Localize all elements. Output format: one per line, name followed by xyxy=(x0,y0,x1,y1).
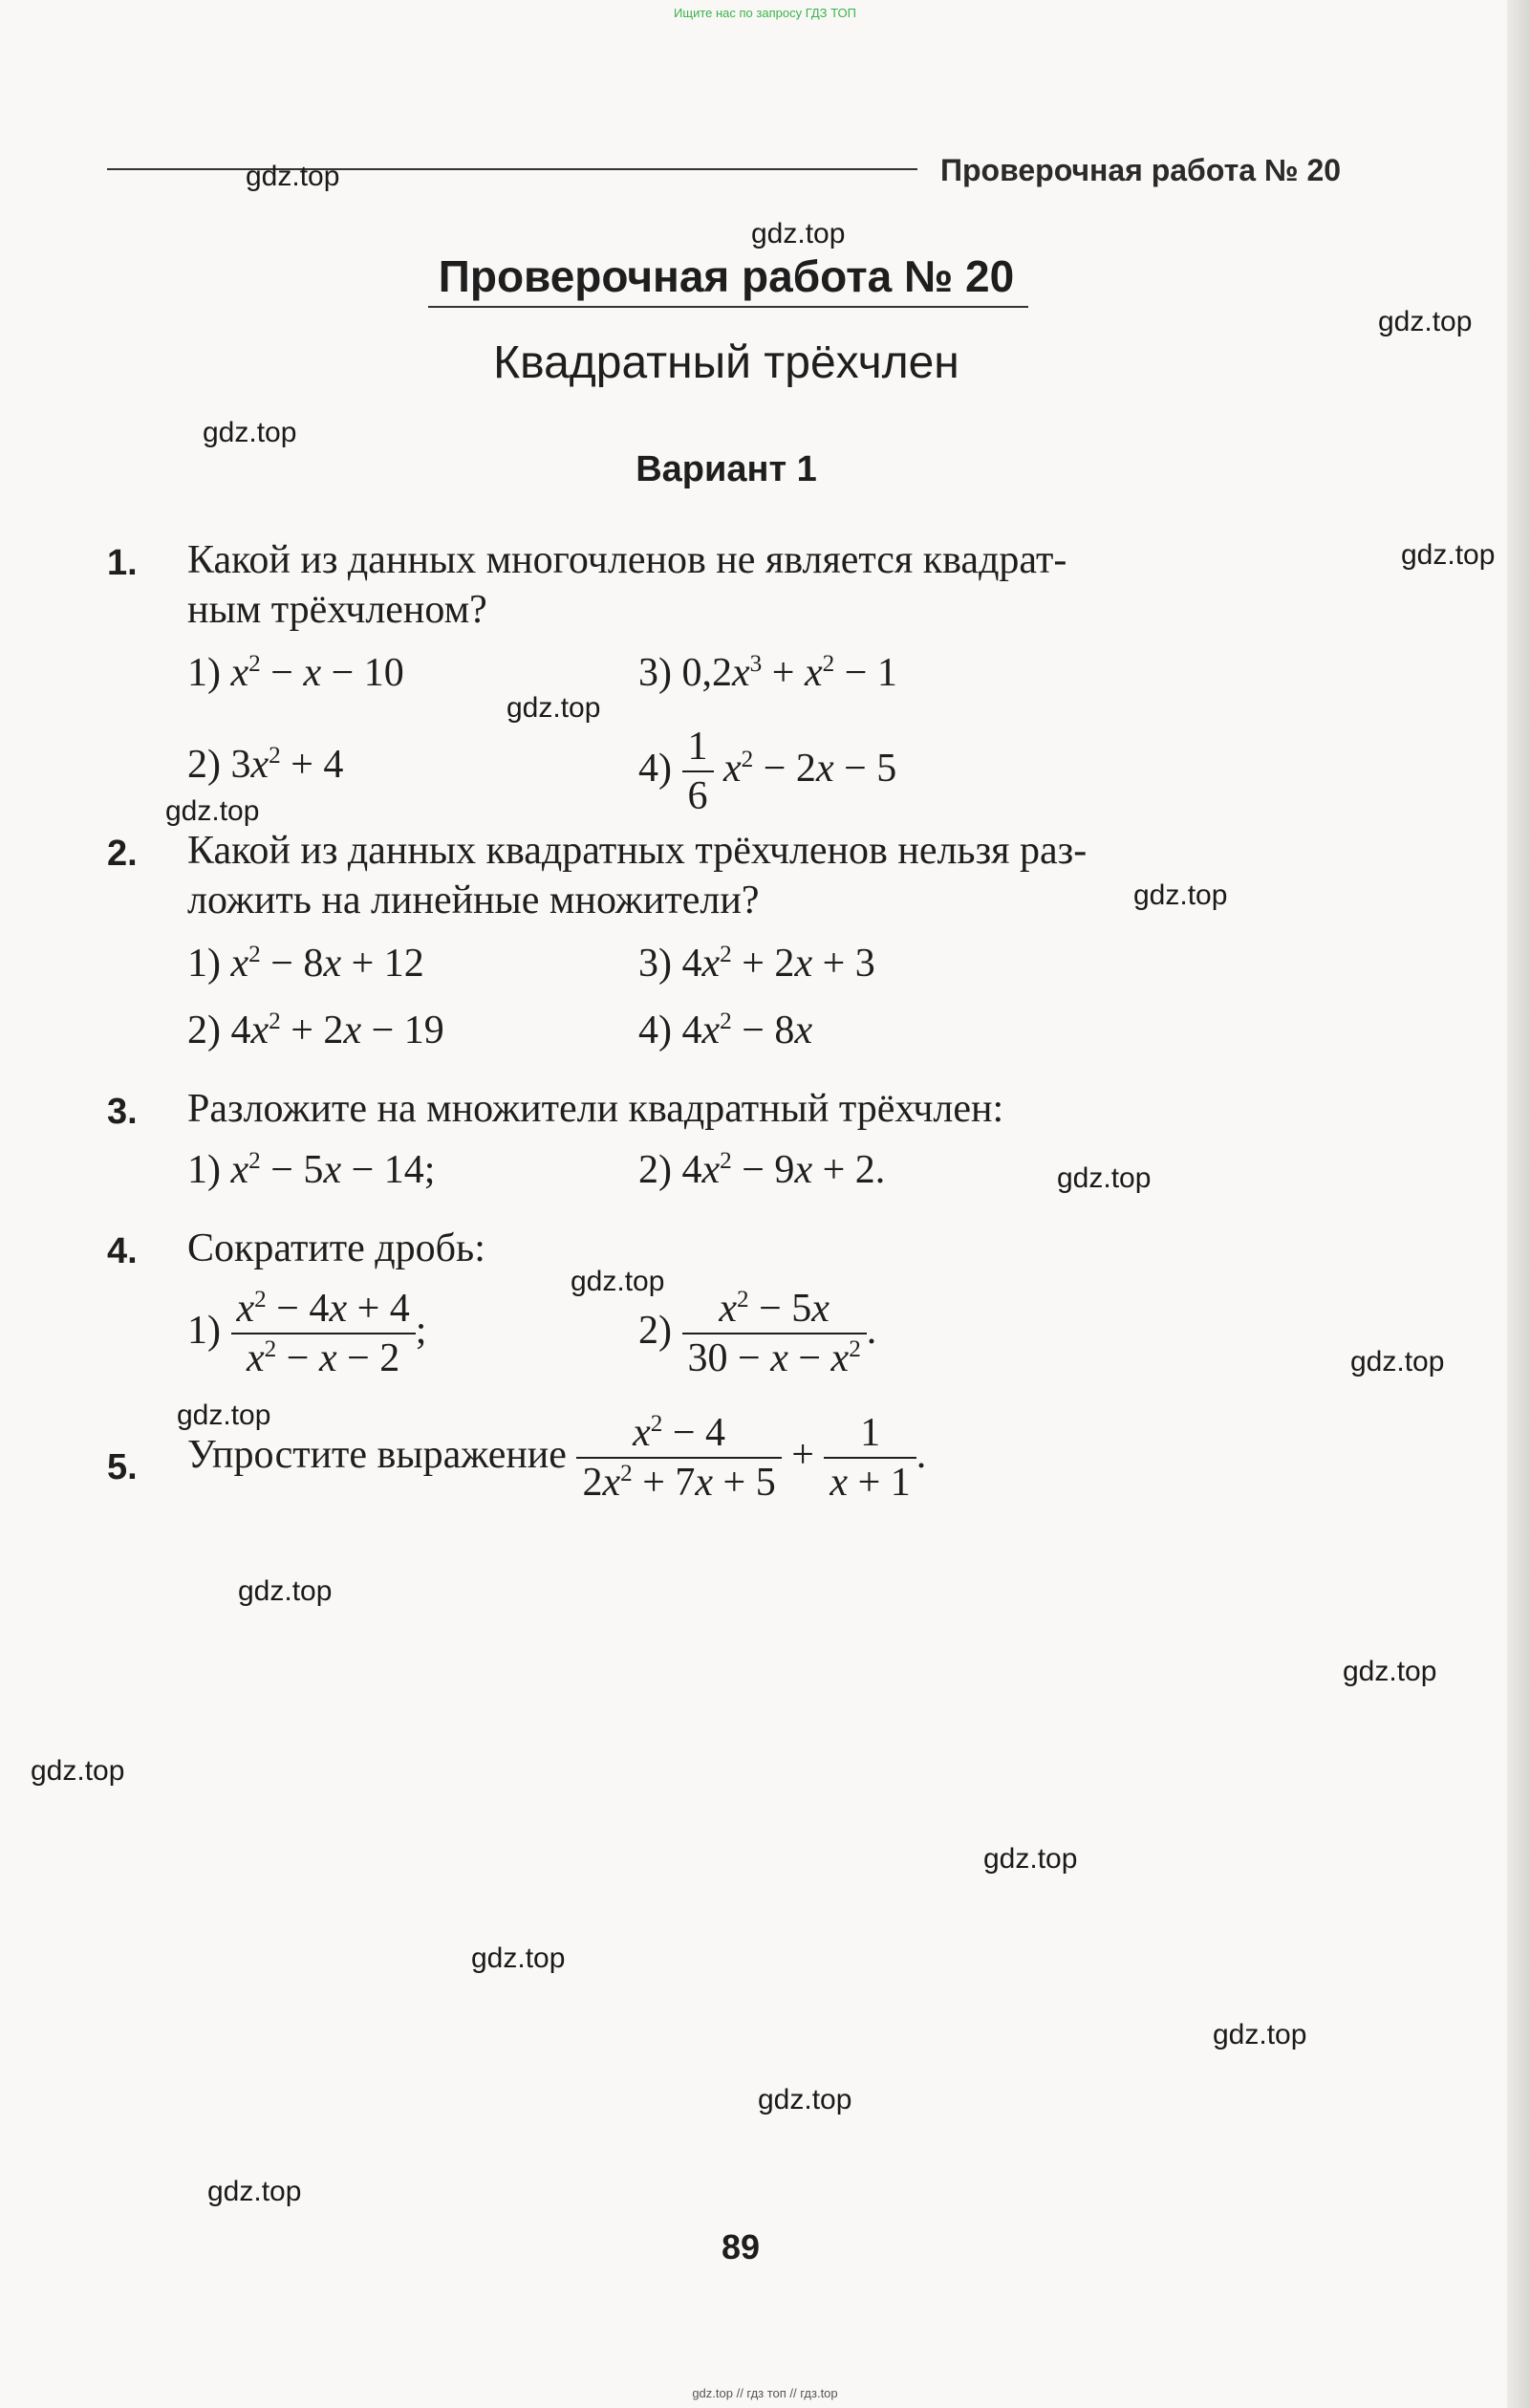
question-1-option-3: 3) $0,2x^3 + x^2 - 1$ xyxy=(638,651,897,695)
question-2-text-line1: Какой из данных квадратных трёхчленов нельзя раз- xyxy=(187,829,1088,873)
worksheet-subtitle: Квадратный трёхчлен xyxy=(493,337,959,388)
question-3-text: Разложите на множители квадратный трёхчлен: xyxy=(187,1087,1004,1131)
watermark: gdz.top xyxy=(1213,2019,1307,2050)
question-4-part-2: 2) $\frac{x^2 - 5x}{30 - x - x^2}$ . xyxy=(638,1287,877,1381)
question-4-number: 4. xyxy=(107,1231,138,1271)
question-2-number: 2. xyxy=(107,834,138,874)
bottom-banner[interactable]: gdz.top // гдз топ // гдз.top xyxy=(692,2386,838,2400)
watermark: gdz.top xyxy=(1378,306,1473,337)
watermark: gdz.top xyxy=(571,1266,665,1297)
question-1-option-4: 4) $\frac{1}{6}$ $x^2 - 2x - 5$ xyxy=(638,725,897,819)
question-1-option-2: 2) $3x^2 + 4$ xyxy=(187,743,344,787)
watermark: gdz.top xyxy=(203,417,297,448)
question-1-text-line2: ным трёхчленом? xyxy=(187,588,487,632)
watermark: gdz.top xyxy=(1401,539,1496,571)
question-2-option-1: 1) $x^2 - 8x + 12$ xyxy=(187,942,424,986)
watermark: gdz.top xyxy=(165,795,260,827)
question-5-number: 5. xyxy=(107,1447,138,1487)
title-underline xyxy=(428,306,1028,308)
question-2-option-2: 2) $4x^2 + 2x - 19$ xyxy=(187,1009,444,1052)
worksheet-title: Проверочная работа № 20 xyxy=(438,251,1015,301)
watermark: gdz.top xyxy=(751,218,846,249)
watermark: gdz.top xyxy=(983,1843,1078,1875)
question-3-number: 3. xyxy=(107,1092,138,1132)
watermark: gdz.top xyxy=(31,1755,125,1787)
question-1-option-1: 1) $x^2 - x - 10$ xyxy=(187,651,404,695)
question-2-text-line2: ложить на линейные множители? xyxy=(187,879,760,922)
running-header: Проверочная работа № 20 xyxy=(940,153,1342,187)
page-number: 89 xyxy=(721,2227,761,2267)
watermark: gdz.top xyxy=(1350,1346,1445,1378)
top-banner[interactable]: Ищите нас по запросу ГДЗ ТОП xyxy=(674,6,856,20)
variant-label: Вариант 1 xyxy=(636,449,817,489)
question-1-text-line1: Какой из данных многочленов не является квадрат- xyxy=(187,538,1067,582)
question-5-expression: Упростите выражение $\frac{x^2 - 4}{2x^2 + 7x + 5}$ + $\frac{1}{x + 1}$ . xyxy=(187,1411,927,1506)
question-1-number: 1. xyxy=(107,543,138,583)
question-3-part-2: 2) $4x^2 - 9x + 2$. xyxy=(638,1148,886,1192)
watermark: gdz.top xyxy=(1057,1162,1152,1194)
header-rule xyxy=(107,168,917,170)
watermark: gdz.top xyxy=(207,2176,302,2207)
question-4-part-1: 1) $\frac{x^2 - 4x + 4}{x^2 - x - 2}$ ; xyxy=(187,1287,427,1381)
watermark: gdz.top xyxy=(471,1942,566,1974)
question-4-text: Сократите дробь: xyxy=(187,1226,485,1270)
watermark: gdz.top xyxy=(758,2084,852,2115)
watermark: gdz.top xyxy=(238,1575,333,1607)
watermark: gdz.top xyxy=(506,692,601,724)
watermark: gdz.top xyxy=(1343,1656,1437,1687)
question-2-option-3: 3) $4x^2 + 2x + 3$ xyxy=(638,942,875,986)
question-2-option-4: 4) $4x^2 - 8x$ xyxy=(638,1009,813,1052)
watermark: gdz.top xyxy=(177,1399,271,1431)
watermark: gdz.top xyxy=(246,161,340,192)
watermark: gdz.top xyxy=(1133,879,1228,911)
question-3-part-1: 1) $x^2 - 5x - 14$; xyxy=(187,1148,436,1192)
page-binding-shadow xyxy=(1507,0,1530,2408)
